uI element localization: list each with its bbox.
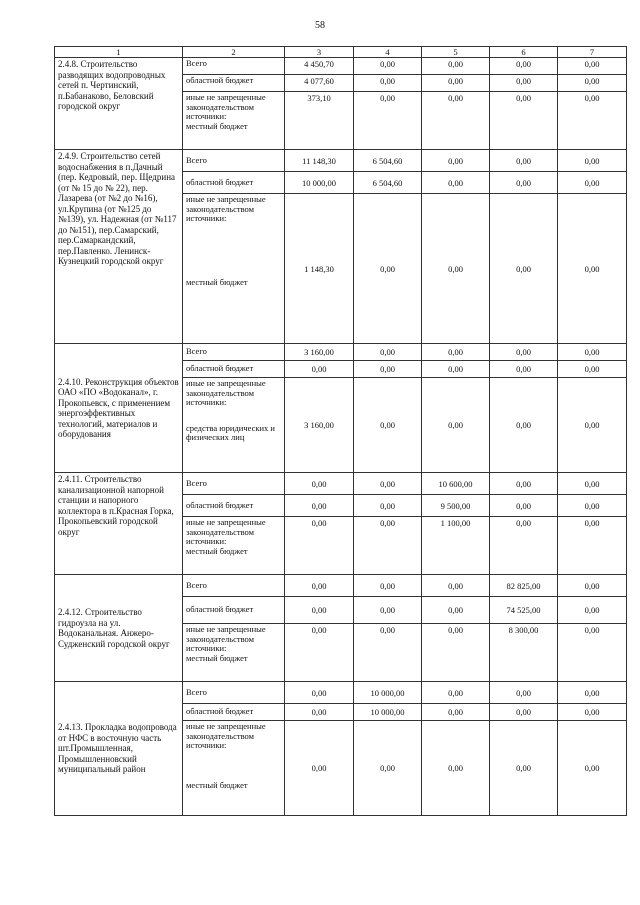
table-row <box>55 682 627 704</box>
value-cell: 0,00 <box>285 682 354 704</box>
value-cell: 0,00 <box>558 194 627 344</box>
budget-table <box>54 46 627 816</box>
funding-source-group <box>183 378 285 473</box>
value-cell: 0,00 <box>490 172 558 194</box>
value-cell: 10 000,00 <box>354 682 422 704</box>
value-cell: 0,00 <box>354 721 422 816</box>
project-name: 2.4.12. Строительство гидроузла на ул. Водоканальная. Анжеро-Судженский городской округ <box>55 575 183 682</box>
value-cell: 0,00 <box>422 58 490 75</box>
value-cell: 0,00 <box>354 624 422 682</box>
value-cell: 0,00 <box>422 597 490 624</box>
value-cell: 0,00 <box>354 575 422 597</box>
column-header: 1 <box>55 47 183 58</box>
value-cell: 0,00 <box>285 517 354 575</box>
page-number: 58 <box>315 20 325 31</box>
value-cell: 0,00 <box>422 575 490 597</box>
value-cell: 10 600,00 <box>422 473 490 495</box>
project-name: 2.4.8. Строительство разводящих водопроводных сетей п. Чертинский, п.Бабанаково, Беловский городской округ <box>55 58 183 150</box>
value-cell: 0,00 <box>422 378 490 473</box>
value-cell: 0,00 <box>558 517 627 575</box>
table-row <box>55 473 627 495</box>
funding-source: Всего <box>183 58 285 75</box>
value-cell: 0,00 <box>422 92 490 150</box>
funding-source-group <box>183 194 285 344</box>
value-cell: 0,00 <box>558 575 627 597</box>
column-header: 2 <box>183 47 285 58</box>
table-row <box>55 58 627 75</box>
value-cell: 0,00 <box>285 473 354 495</box>
value-cell: 0,00 <box>558 682 627 704</box>
value-cell: 8 300,00 <box>490 624 558 682</box>
funding-source: областной бюджет <box>183 495 285 517</box>
project-name: 2.4.10. Реконструкция объектов ОАО «ПО «Водоканал», г. Прокопьевск, с применением энергоэффективных технологий, материалов и оборудования <box>55 344 183 473</box>
value-cell: 0,00 <box>422 721 490 816</box>
value-cell: 0,00 <box>490 194 558 344</box>
value-cell: 0,00 <box>490 75 558 92</box>
funding-source: местный бюджет <box>186 545 248 556</box>
value-cell: 0,00 <box>490 517 558 575</box>
funding-source: местный бюджет <box>186 276 248 287</box>
funding-source: иные не запрещенные законодательством источники: <box>186 378 266 407</box>
value-cell: 74 525,00 <box>490 597 558 624</box>
value-cell: 0,00 <box>558 75 627 92</box>
funding-source: иные не запрещенные законодательством источники: <box>186 624 266 653</box>
value-cell: 0,00 <box>285 597 354 624</box>
value-cell: 0,00 <box>354 517 422 575</box>
value-cell: 0,00 <box>558 150 627 172</box>
funding-source: иные не запрещенные законодательством источники: <box>186 92 266 121</box>
funding-source: Всего <box>183 344 285 361</box>
value-cell: 0,00 <box>354 344 422 361</box>
value-cell: 0,00 <box>558 378 627 473</box>
value-cell: 0,00 <box>558 172 627 194</box>
value-cell: 0,00 <box>490 495 558 517</box>
funding-source: областной бюджет <box>183 172 285 194</box>
value-cell: 0,00 <box>285 361 354 378</box>
value-cell: 0,00 <box>558 597 627 624</box>
value-cell: 1 100,00 <box>422 517 490 575</box>
value-cell: 0,00 <box>354 194 422 344</box>
value-cell: 4 450,70 <box>285 58 354 75</box>
value-cell: 0,00 <box>422 194 490 344</box>
value-cell: 0,00 <box>558 495 627 517</box>
value-cell: 6 504,60 <box>354 172 422 194</box>
column-header: 7 <box>558 47 627 58</box>
funding-source: областной бюджет <box>183 361 285 378</box>
value-cell: 0,00 <box>490 58 558 75</box>
value-cell: 0,00 <box>490 344 558 361</box>
project-name: 2.4.13. Прокладка водопровода от НФС в восточную часть шт.Промышленная, Промышленновский муниципальный район <box>55 682 183 816</box>
funding-source: средства юридических и физических лиц <box>186 422 275 442</box>
funding-source-group <box>183 721 285 816</box>
value-cell: 0,00 <box>354 75 422 92</box>
funding-source: Всего <box>183 150 285 172</box>
funding-source: местный бюджет <box>186 779 248 790</box>
value-cell: 0,00 <box>490 92 558 150</box>
value-cell: 0,00 <box>354 495 422 517</box>
value-cell: 0,00 <box>558 624 627 682</box>
value-cell: 0,00 <box>285 704 354 721</box>
value-cell: 0,00 <box>422 172 490 194</box>
value-cell: 9 500,00 <box>422 495 490 517</box>
value-cell: 11 148,30 <box>285 150 354 172</box>
table-row <box>55 150 627 172</box>
value-cell: 0,00 <box>490 361 558 378</box>
value-cell: 0,00 <box>285 575 354 597</box>
funding-source: иные не запрещенные законодательством источники: <box>186 194 266 223</box>
column-header: 5 <box>422 47 490 58</box>
funding-source-group <box>183 517 285 575</box>
column-header: 6 <box>490 47 558 58</box>
value-cell: 1 148,30 <box>285 194 354 344</box>
funding-source: местный бюджет <box>186 652 248 663</box>
value-cell: 0,00 <box>422 344 490 361</box>
value-cell: 82 825,00 <box>490 575 558 597</box>
funding-source-group <box>183 92 285 150</box>
value-cell: 0,00 <box>354 597 422 624</box>
value-cell: 3 160,00 <box>285 378 354 473</box>
value-cell: 0,00 <box>558 92 627 150</box>
value-cell: 0,00 <box>422 682 490 704</box>
value-cell: 0,00 <box>558 704 627 721</box>
value-cell: 0,00 <box>558 473 627 495</box>
funding-source: местный бюджет <box>186 120 248 131</box>
value-cell: 0,00 <box>285 495 354 517</box>
value-cell: 0,00 <box>490 473 558 495</box>
column-header: 3 <box>285 47 354 58</box>
value-cell: 0,00 <box>490 150 558 172</box>
value-cell: 0,00 <box>490 721 558 816</box>
value-cell: 0,00 <box>354 361 422 378</box>
table-row <box>55 344 627 361</box>
funding-source: иные не запрещенные законодательством источники: <box>186 721 266 750</box>
value-cell: 0,00 <box>558 721 627 816</box>
value-cell: 0,00 <box>558 344 627 361</box>
table-row <box>55 575 627 597</box>
funding-source: областной бюджет <box>183 75 285 92</box>
value-cell: 6 504,60 <box>354 150 422 172</box>
funding-source: Всего <box>183 473 285 495</box>
value-cell: 10 000,00 <box>354 704 422 721</box>
funding-source: областной бюджет <box>183 704 285 721</box>
value-cell: 0,00 <box>354 58 422 75</box>
value-cell: 0,00 <box>422 75 490 92</box>
value-cell: 10 000,00 <box>285 172 354 194</box>
value-cell: 0,00 <box>490 378 558 473</box>
value-cell: 0,00 <box>490 704 558 721</box>
funding-source: Всего <box>183 682 285 704</box>
project-name: 2.4.9. Строительство сетей водоснабжения в п.Дачный (пер. Кедровый, пер. Щедрина (от № 15 до № 22), пер. Лазарева (от №2 до №16), ул.Крупина (от №125 до №139), ул. Надежная (от №117 до №151), пер.Самарский, пер.Самаркандский, пер.Павленко. Ленинск-Кузнецкий городской округ <box>55 150 183 344</box>
value-cell: 0,00 <box>354 473 422 495</box>
funding-source: Всего <box>183 575 285 597</box>
funding-source: иные не запрещенные законодательством источники: <box>186 517 266 546</box>
funding-source-group <box>183 624 285 682</box>
value-cell: 4 077,60 <box>285 75 354 92</box>
value-cell: 0,00 <box>558 58 627 75</box>
value-cell: 0,00 <box>354 92 422 150</box>
value-cell: 0,00 <box>285 624 354 682</box>
value-cell: 0,00 <box>285 721 354 816</box>
value-cell: 0,00 <box>422 624 490 682</box>
value-cell: 0,00 <box>558 361 627 378</box>
value-cell: 0,00 <box>354 378 422 473</box>
value-cell: 373,10 <box>285 92 354 150</box>
value-cell: 0,00 <box>422 150 490 172</box>
value-cell: 0,00 <box>490 682 558 704</box>
column-header: 4 <box>354 47 422 58</box>
value-cell: 3 160,00 <box>285 344 354 361</box>
value-cell: 0,00 <box>422 704 490 721</box>
project-name: 2.4.11. Строительство канализационной напорной станции и напорного коллектора в п.Красная Горка, Прокопьевский городской округ <box>55 473 183 575</box>
funding-source: областной бюджет <box>183 597 285 624</box>
header-row <box>55 47 627 58</box>
value-cell: 0,00 <box>422 361 490 378</box>
